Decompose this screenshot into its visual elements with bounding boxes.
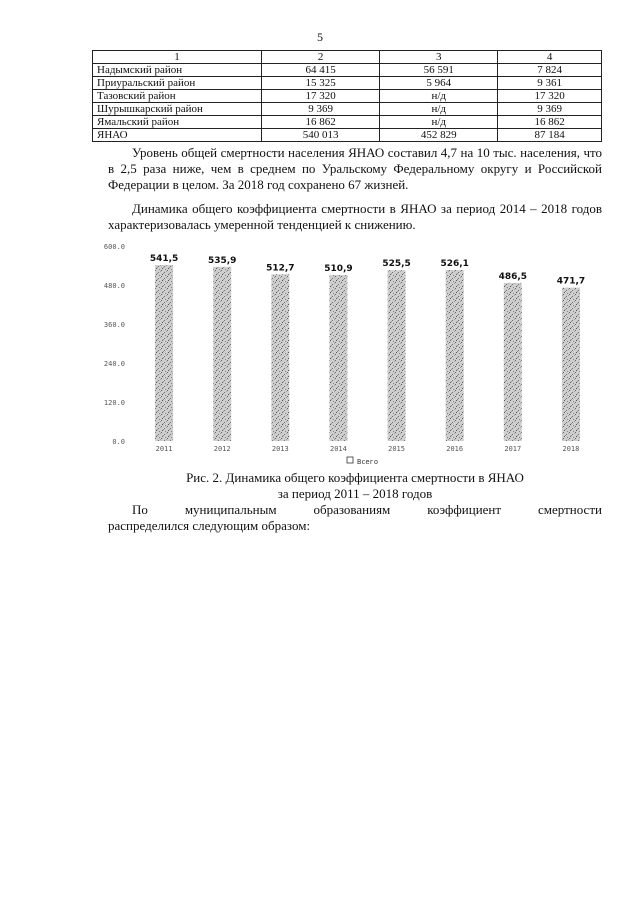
x-tick-label: 2012 — [213, 445, 231, 453]
y-tick-label: 120.0 — [103, 399, 125, 407]
bar-2015 — [388, 270, 406, 441]
paragraph-line — [108, 502, 602, 518]
word: По — [132, 502, 148, 517]
x-tick-label: 2013 — [271, 445, 289, 453]
bar-2018 — [562, 288, 580, 441]
header-cell: 4 — [498, 51, 602, 64]
table-cell: 64 415 — [262, 64, 380, 77]
table-cell: 9 369 — [498, 103, 602, 116]
table-cell: 87 184 — [498, 129, 602, 142]
value-label: 541,5 — [149, 254, 179, 265]
figure-caption-line1: Рис. 2. Динамика общего коэффициента смертности в ЯНАО — [186, 470, 524, 485]
word: образованиям — [313, 502, 391, 517]
district-name: ЯНАО — [93, 129, 262, 142]
header-cell: 1 — [93, 51, 262, 64]
paragraph-dynamics — [108, 201, 602, 233]
table-row — [93, 64, 602, 77]
y-tick-label: 480.0 — [103, 282, 125, 290]
table-cell: 9 369 — [262, 103, 380, 116]
table-row — [93, 103, 602, 116]
y-tick-label: 240.0 — [103, 360, 125, 368]
x-tick-label: 2015 — [388, 445, 405, 453]
header-cell: 2 — [262, 51, 380, 64]
district-name: Ямальский район — [93, 116, 262, 129]
table-cell: 56 591 — [380, 64, 498, 77]
y-tick-label: 600.0 — [103, 243, 125, 251]
table-cell: н/д — [380, 116, 498, 129]
header-cell: 3 — [380, 51, 498, 64]
table-cell: 452 829 — [380, 129, 498, 142]
table-header-row — [93, 51, 602, 64]
table-cell: н/д — [380, 103, 498, 116]
word: смертности — [538, 502, 602, 517]
x-tick-label: 2017 — [504, 445, 522, 453]
bar-2013 — [271, 274, 289, 441]
district-name: Шурышкарский район — [93, 103, 262, 116]
table-row — [93, 116, 602, 129]
word: муниципальным — [184, 502, 277, 517]
table-cell: 9 361 — [498, 77, 602, 90]
table-row — [93, 90, 602, 103]
bar-2016 — [446, 270, 464, 441]
table-cell: 540 013 — [262, 129, 380, 142]
x-tick-label: 2016 — [446, 445, 464, 453]
bar-2012 — [213, 267, 231, 441]
data-table — [92, 50, 602, 142]
district-name: Надымский район — [93, 64, 262, 77]
table-row — [93, 77, 602, 90]
district-name: Тазовский район — [93, 90, 262, 103]
x-tick-label: 2018 — [562, 445, 580, 453]
x-tick-label: 2014 — [330, 445, 347, 453]
paragraph-text: Динамика общего коэффициента смертности в ЯНАО за период 2014 – 2018 годов характеризовалась умеренной тенденцией к снижению. — [108, 201, 602, 232]
mortality-chart-svg — [95, 240, 605, 470]
legend-label: Всего — [357, 458, 379, 466]
x-tick-label: 2011 — [155, 445, 173, 453]
value-label: 510,9 — [324, 263, 353, 274]
table-cell: 17 320 — [262, 90, 380, 103]
table-cell: 15 325 — [262, 77, 380, 90]
table-cell: 7 824 — [498, 64, 602, 77]
bar-2017 — [504, 283, 522, 441]
value-label: 512,7 — [266, 263, 295, 274]
page-number: 5 — [317, 30, 323, 44]
value-label: 526,1 — [440, 259, 469, 270]
value-label: 525,5 — [382, 259, 411, 270]
bar-2011 — [155, 265, 173, 441]
paragraph-line: распределился следующим образом: — [108, 518, 311, 533]
table-cell: 17 320 — [498, 90, 602, 103]
value-label: 471,7 — [556, 276, 586, 287]
table-cell: н/д — [380, 90, 498, 103]
district-name: Приуральский район — [93, 77, 262, 90]
table-cell: 5 964 — [380, 77, 498, 90]
paragraph-text: Уровень общей смертности населения ЯНАО составил 4,7 на 10 тыс. населения, что в 2,5 раза ниже, чем в среднем по Уральскому Федеральному округу и Российской Федерации в целом. За 2018 год сохранено 67 жизней. — [108, 145, 602, 192]
mortality-chart — [95, 240, 605, 470]
figure-caption-line2: за период 2011 – 2018 годов — [277, 486, 433, 501]
legend-swatch — [347, 457, 353, 463]
value-label: 535,9 — [207, 255, 237, 266]
table-row — [93, 129, 602, 142]
table-cell: 16 862 — [498, 116, 602, 129]
y-tick-label: 0.0 — [112, 438, 125, 446]
word: коэффициент — [427, 502, 502, 517]
y-tick-label: 360.0 — [103, 321, 125, 329]
value-label: 486,5 — [498, 271, 528, 282]
bar-2014 — [329, 275, 347, 441]
paragraph-mortality-level — [108, 145, 602, 193]
table-cell: 16 862 — [262, 116, 380, 129]
paragraph-municipal — [108, 502, 602, 534]
